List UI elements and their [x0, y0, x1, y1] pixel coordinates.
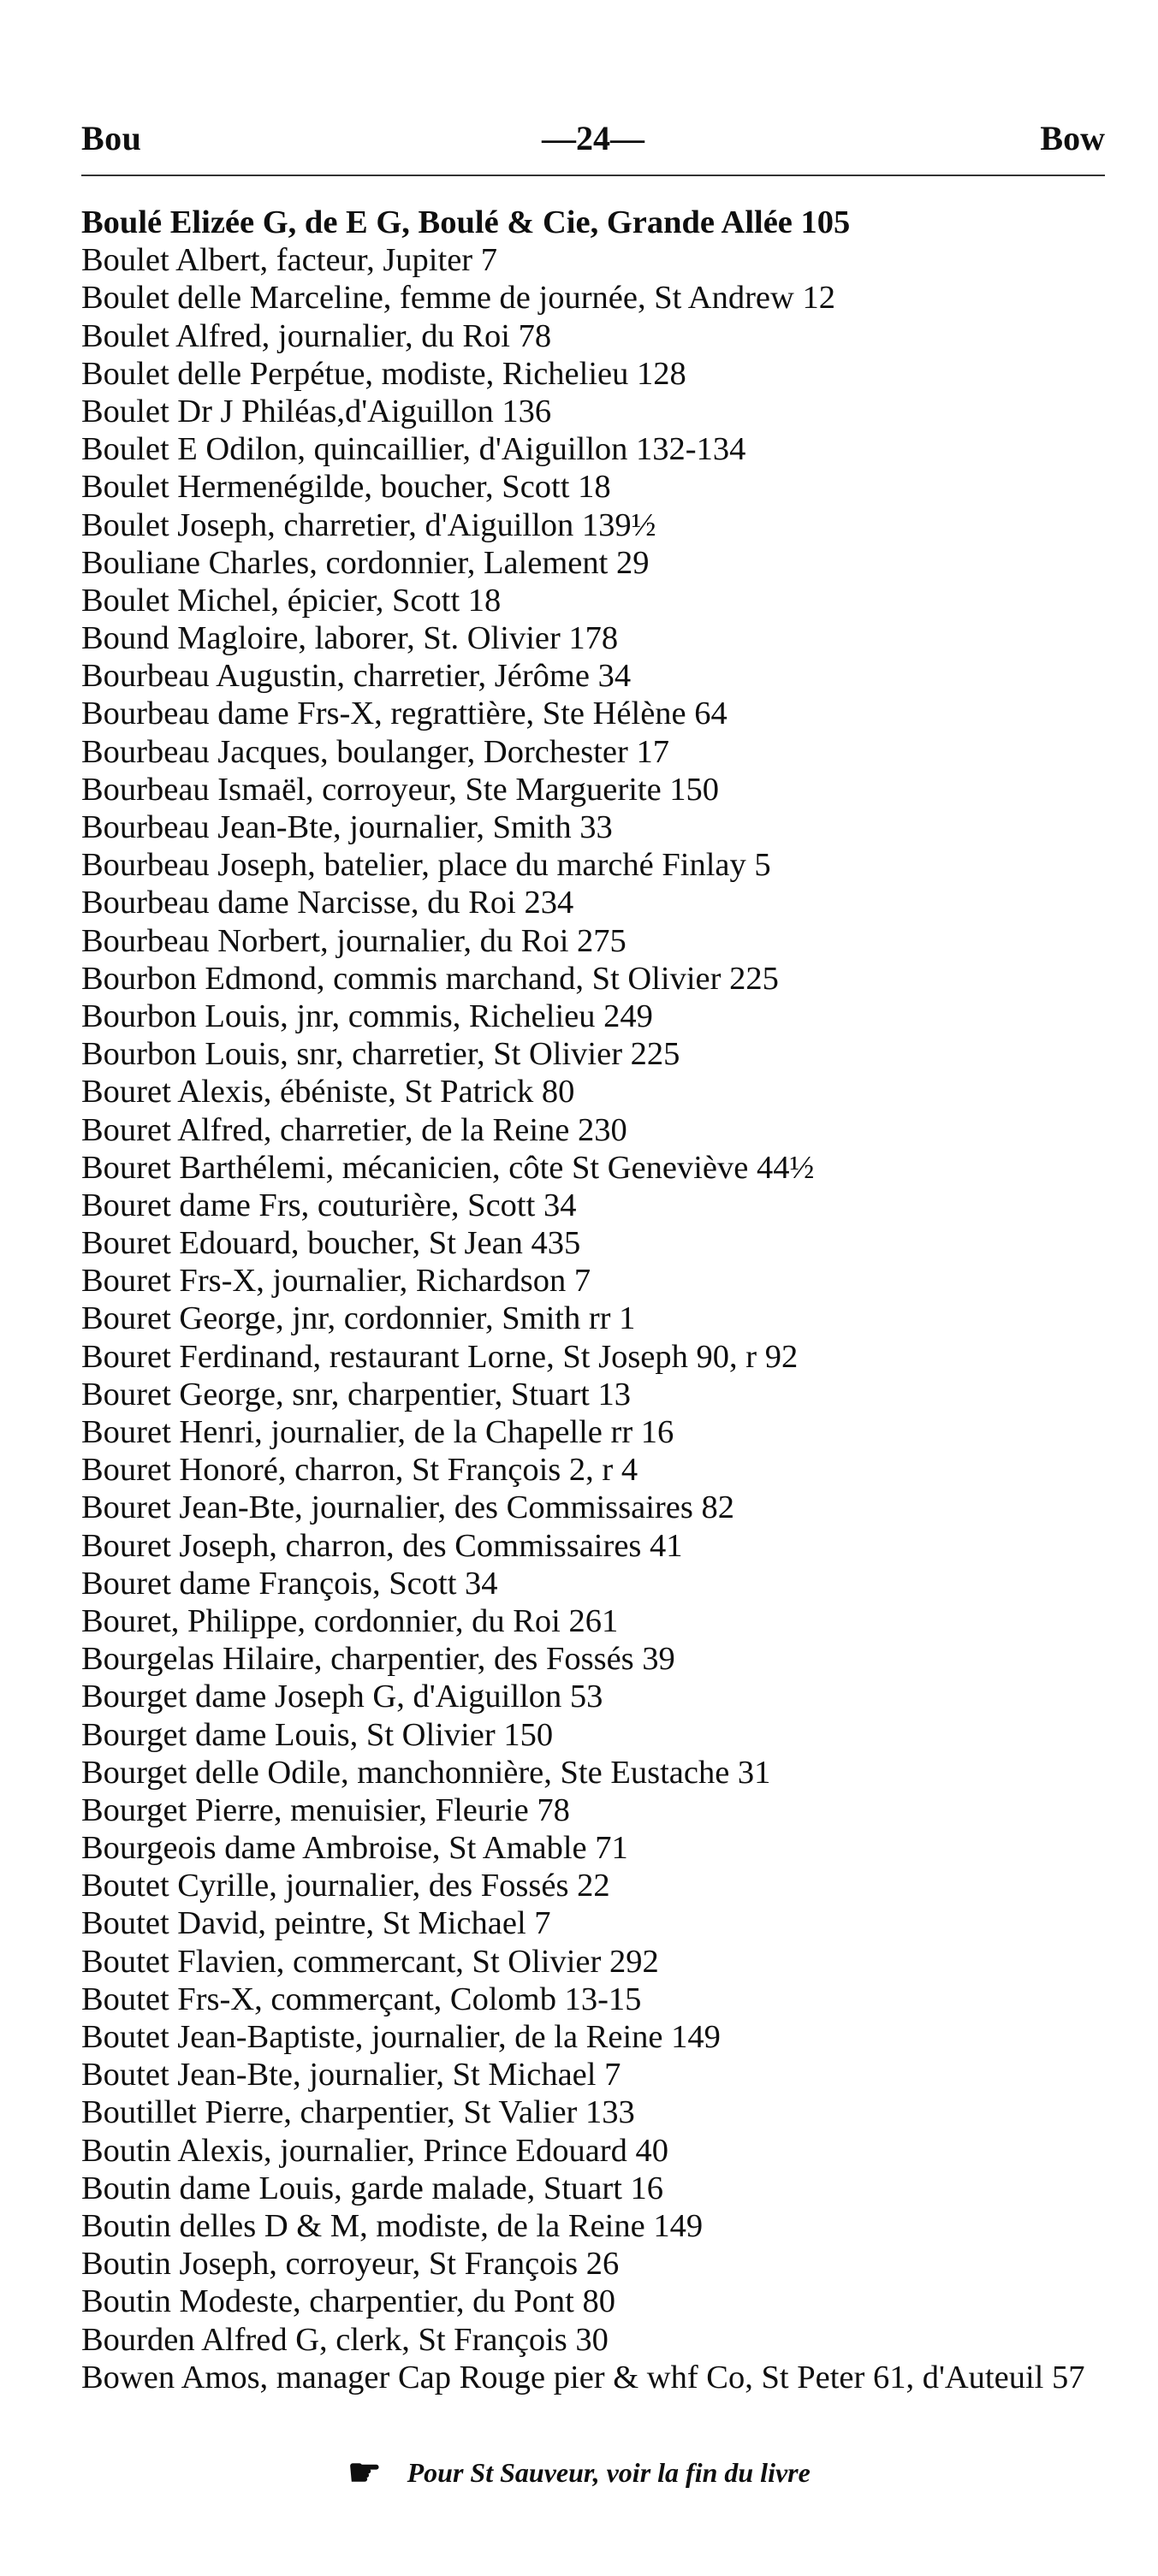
directory-entry: Bourgeois dame Ambroise, St Amable 71 [81, 1830, 628, 1867]
directory-entry: Boulet Dr J Philéas,d'Aiguillon 136 [81, 393, 552, 429]
page-number: —24— [542, 119, 644, 157]
directory-entry: Boulet Alfred, journalier, du Roi 78 [81, 317, 552, 354]
directory-entry: Boutet David, peintre, St Michael 7 [81, 1905, 551, 1942]
directory-entry: Bourbon Edmond, commis marchand, St Olivier 225 [81, 960, 779, 997]
directory-entries [81, 204, 1119, 2396]
directory-entry: Bouret Henri, journalier, de la Chapelle rr 16 [81, 1414, 674, 1450]
directory-entry: Bourbeau Ismaël, corroyeur, Ste Marguerite 150 [81, 771, 720, 808]
directory-entry: Bouret Alexis, ébéniste, St Patrick 80 [81, 1074, 575, 1110]
directory-entry: Bourget delle Odile, manchonnière, Ste Eustache 31 [81, 1754, 771, 1791]
directory-entry: Bouret Barthélemi, mécanicien, côte St Geneviève 44½ [81, 1149, 815, 1186]
directory-entry: Bound Magloire, laborer, St. Olivier 178 [81, 620, 619, 657]
header-right-guide-word: Bow [1040, 119, 1105, 157]
directory-entry: Bourden Alfred G, clerk, St François 30 [81, 2321, 609, 2358]
directory-entry: Bouret George, snr, charpentier, Stuart 13 [81, 1376, 631, 1412]
directory-entry: Boutin Alexis, journalier, Prince Edouard 40 [81, 2132, 668, 2169]
directory-entry: Bourgelas Hilaire, charpentier, des Fossés 39 [81, 1641, 675, 1678]
directory-entry: Bourbeau Jean-Bte, journalier, Smith 33 [81, 809, 613, 845]
directory-entry: Boutillet Pierre, charpentier, St Valier 133 [81, 2094, 635, 2131]
directory-entry: Boutin Modeste, charpentier, du Pont 80 [81, 2283, 615, 2320]
pointing-hand-icon: ☛ [347, 2452, 382, 2494]
directory-entry: Boulet Joseph, charretier, d'Aiguillon 139½ [81, 506, 656, 543]
directory-entry: Boulet Albert, facteur, Jupiter 7 [81, 242, 497, 279]
directory-entry: Bouret dame François, Scott 34 [81, 1565, 498, 1602]
page-footer [0, 2451, 1158, 2495]
directory-entry: Bouret George, jnr, cordonnier, Smith rr 1 [81, 1300, 636, 1337]
footer-note: Pour St Sauveur, voir la fin du livre [407, 2457, 811, 2488]
directory-entry: Bourbeau Joseph, batelier, place du marché Finlay 5 [81, 847, 771, 884]
directory-entry: Bouret Joseph, charron, des Commissaires 41 [81, 1527, 683, 1564]
directory-entry: Boulet Hermenégilde, boucher, Scott 18 [81, 469, 611, 506]
directory-entry: Bourget Pierre, menuisier, Fleurie 78 [81, 1791, 570, 1828]
directory-entry: Bouret Ferdinand, restaurant Lorne, St Joseph 90, r 92 [81, 1338, 799, 1375]
directory-entry: Boutet Jean-Bte, journalier, St Michael 7 [81, 2057, 621, 2093]
directory-entry: Boulet delle Perpétue, modiste, Richelieu 128 [81, 355, 686, 392]
directory-entry: Bouret Jean-Bte, journalier, des Commissaires 82 [81, 1489, 734, 1526]
header-left-guide-word: Bou [81, 119, 142, 157]
directory-entry: Boulet Michel, épicier, Scott 18 [81, 582, 502, 619]
directory-entry: Bourget dame Joseph G, d'Aiguillon 53 [81, 1679, 603, 1715]
directory-entry: Bourbon Louis, jnr, commis, Richelieu 249 [81, 998, 653, 1034]
directory-entry-last: Bowen Amos, manager Cap Rouge pier & whf Co, St Peter 61, d'Auteuil 57 [81, 2359, 1085, 2395]
directory-entry: Boutet Frs-X, commerçant, Colomb 13-15 [81, 1981, 642, 2017]
directory-entry: Bouret Frs-X, journalier, Richardson 7 [81, 1263, 591, 1300]
directory-entry: Bouret Alfred, charretier, de la Reine 230 [81, 1111, 627, 1148]
directory-entry: Bouret, Philippe, cordonnier, du Roi 261 [81, 1602, 619, 1639]
directory-entry: Boutet Flavien, commercant, St Olivier 292 [81, 1943, 659, 1980]
page-header [81, 118, 1105, 169]
directory-entry: Bourbeau dame Narcisse, du Roi 234 [81, 885, 574, 921]
directory-entry: Bourbon Louis, snr, charretier, St Olivier 225 [81, 1036, 680, 1073]
directory-entry: Boutet Jean-Baptiste, journalier, de la Reine 149 [81, 2019, 721, 2055]
directory-entry: Bouliane Charles, cordonnier, Lalement 29 [81, 544, 650, 581]
directory-entry: Boutin Joseph, corroyeur, St François 26 [81, 2246, 620, 2283]
directory-entry: Bourbeau Augustin, charretier, Jérôme 34 [81, 658, 632, 695]
directory-entry: Bouret dame Frs, couturière, Scott 34 [81, 1187, 577, 1223]
directory-entry: Boutin delles D & M, modiste, de la Reine 149 [81, 2207, 704, 2244]
directory-entry: Bourbeau Jacques, boulanger, Dorchester 17 [81, 733, 669, 770]
directory-entry: Boulet delle Marceline, femme de journée, St Andrew 12 [81, 280, 835, 317]
directory-entry: Boulet E Odilon, quincaillier, d'Aiguillon 132-134 [81, 431, 746, 468]
directory-entry: Boutin dame Louis, garde malade, Stuart 16 [81, 2170, 664, 2206]
directory-entry: Bourbeau Norbert, journalier, du Roi 275 [81, 922, 627, 959]
directory-entry: Boulé Elizée G, de E G, Boulé & Cie, Grande Allée 105 [81, 204, 851, 240]
directory-entry: Bourbeau dame Frs-X, regrattière, Ste Hélène 64 [81, 696, 727, 732]
directory-entry: Bouret Honoré, charron, St François 2, r 4 [81, 1452, 638, 1489]
directory-entry: Boutet Cyrille, journalier, des Fossés 22 [81, 1868, 610, 1904]
directory-entry: Bourget dame Louis, St Olivier 150 [81, 1716, 554, 1753]
header-divider [81, 175, 1105, 176]
directory-entry: Bouret Edouard, boucher, St Jean 435 [81, 1225, 581, 1262]
